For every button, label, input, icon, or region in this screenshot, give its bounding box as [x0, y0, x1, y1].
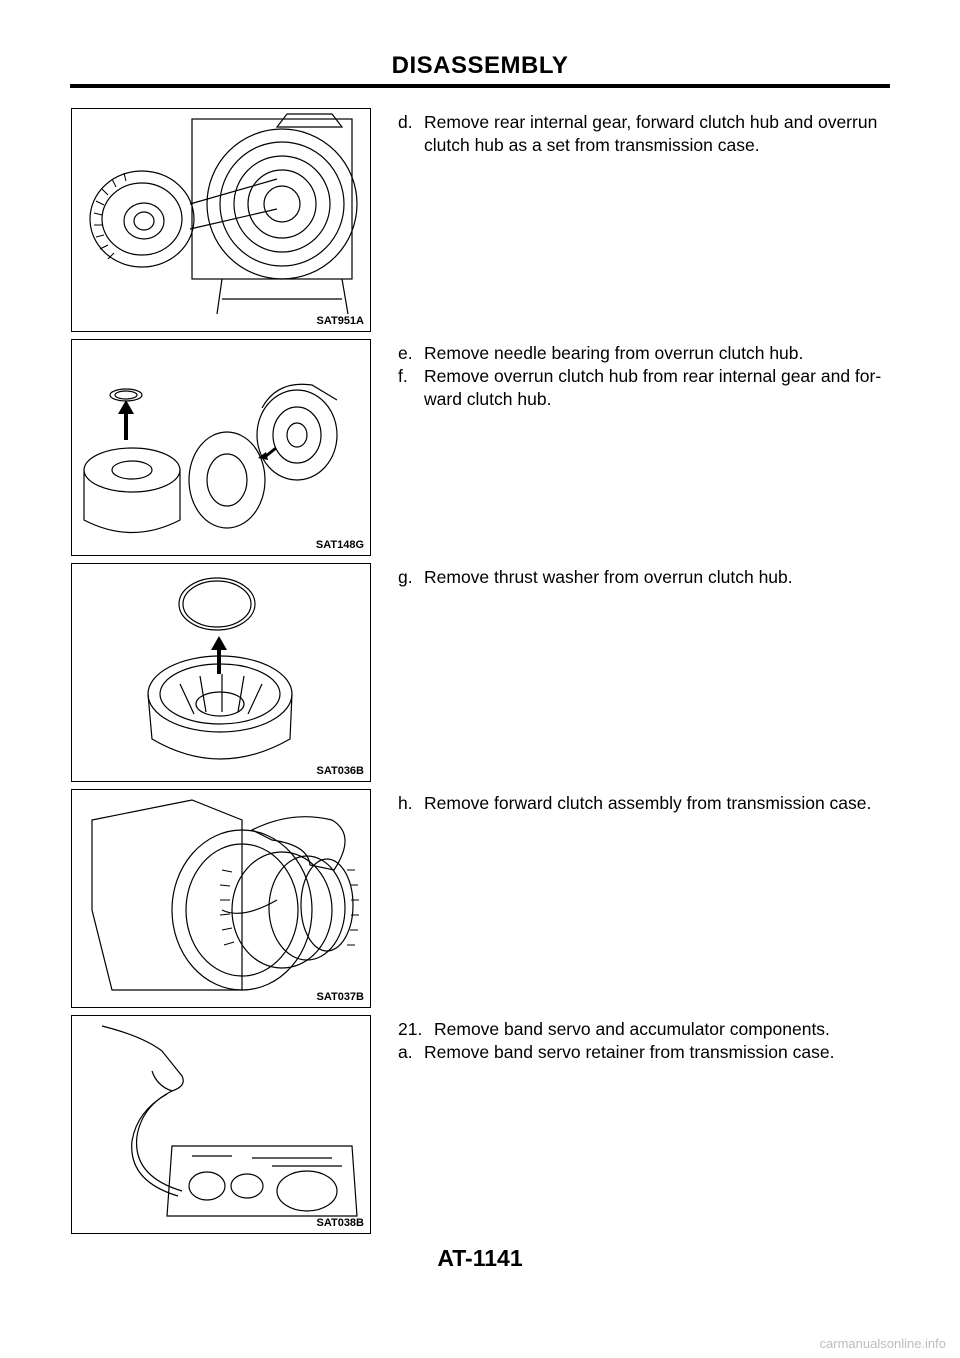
step-text: Remove thrust washer from overrun clutch hub.	[424, 567, 793, 587]
step-label: d.	[398, 112, 413, 132]
figure-code: SAT036B	[316, 765, 364, 777]
step-group-21	[398, 1018, 898, 1064]
thrust-washer-illustration	[72, 564, 370, 781]
step-group-g	[398, 566, 898, 589]
step-d	[398, 111, 898, 157]
step-label: a.	[398, 1042, 413, 1062]
overrun-clutch-hub-illustration	[72, 340, 370, 555]
step-text: Remove band servo and accumulator components.	[434, 1019, 830, 1039]
figure-code: SAT951A	[316, 315, 364, 327]
figure-sat148g	[71, 339, 371, 556]
figure-sat036b	[71, 563, 371, 782]
step-label: e.	[398, 343, 413, 363]
step-label: 21.	[398, 1019, 423, 1039]
header-rule	[70, 84, 890, 88]
forward-clutch-assembly-illustration	[72, 790, 370, 1007]
figure-code: SAT038B	[316, 1217, 364, 1229]
step-group-d	[398, 111, 898, 157]
step-g	[398, 566, 898, 589]
step-a	[398, 1041, 898, 1064]
figure-code: SAT148G	[315, 539, 364, 551]
step-text: Remove rear internal gear, forward clutch hub and overrun clutch hub as a set from transmission case.	[424, 112, 878, 155]
step-text: Remove band servo retainer from transmission case.	[424, 1042, 835, 1062]
step-text: Remove needle bearing from overrun clutch hub.	[424, 343, 804, 363]
step-h	[398, 792, 898, 815]
step-text: Remove overrun clutch hub from rear internal gear and for-ward clutch hub.	[424, 366, 882, 409]
figure-sat951a	[71, 108, 371, 332]
watermark: carmanualsonline.info	[819, 1336, 946, 1351]
figure-sat038b	[71, 1015, 371, 1234]
step-21	[398, 1018, 898, 1041]
step-f	[398, 365, 898, 411]
step-label: f.	[398, 366, 408, 386]
page-number: AT-1141	[437, 1245, 523, 1271]
figure-sat037b	[71, 789, 371, 1008]
step-label: g.	[398, 567, 413, 587]
page-title: DISASSEMBLY	[391, 52, 569, 79]
step-group-e-f	[398, 342, 898, 411]
figure-code: SAT037B	[316, 991, 364, 1003]
step-label: h.	[398, 793, 413, 813]
transmission-case-gear-illustration	[72, 109, 370, 331]
step-text: Remove forward clutch assembly from transmission case.	[424, 793, 872, 813]
step-e	[398, 342, 898, 365]
step-group-h	[398, 792, 898, 815]
band-servo-retainer-illustration	[72, 1016, 370, 1233]
